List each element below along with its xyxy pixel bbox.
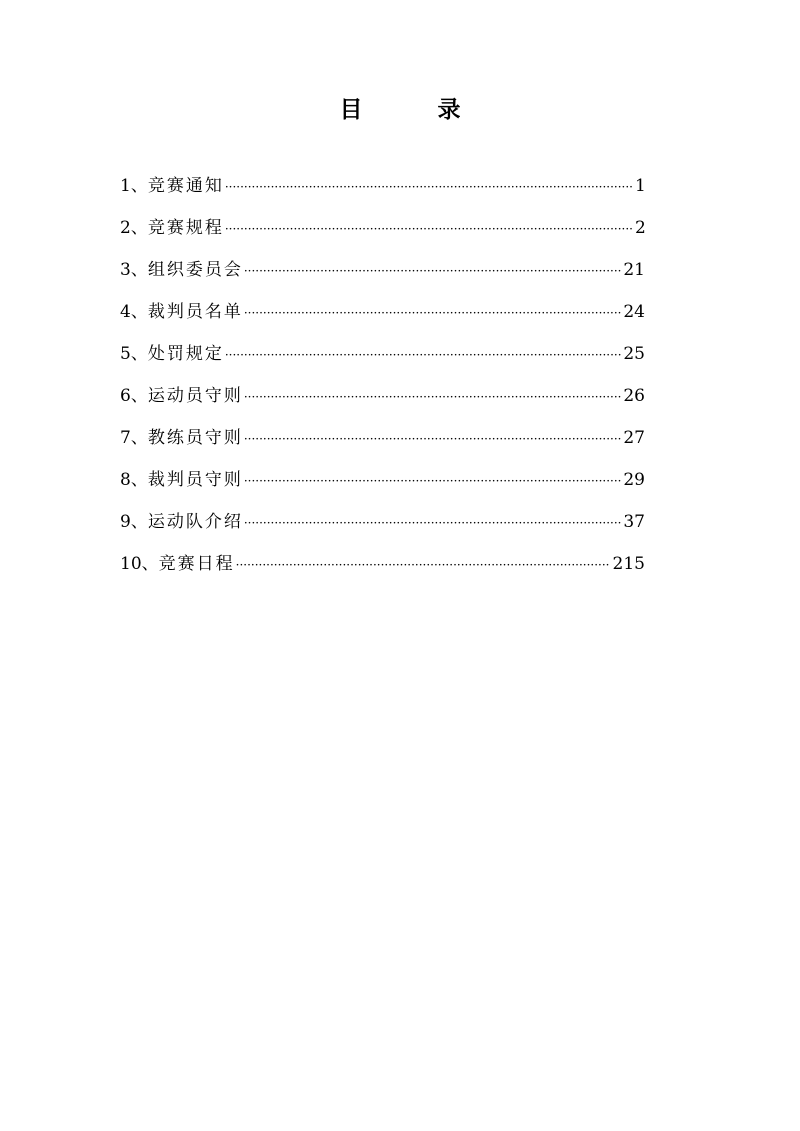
toc-entry-page: 29 [623,470,645,490]
toc-entry[interactable] [120,382,645,424]
toc-entry-number: 7、 [120,428,148,448]
toc-entry[interactable] [120,256,645,298]
toc-entry-number: 1、 [120,176,148,196]
toc-entry-label: 竞赛日程 [158,554,235,574]
toc-entry-label: 竞赛通知 [147,176,224,196]
toc-entry-number: 5、 [120,344,148,364]
toc-entry-number: 3、 [120,260,148,280]
toc-entry-label: 组织委员会 [147,260,243,280]
toc-entry[interactable] [120,424,645,466]
toc-entry-number: 6、 [120,386,148,406]
toc-entry-page: 1 [635,176,646,196]
toc-dot-leader [244,256,622,285]
toc-entry-number: 4、 [120,302,148,322]
toc-dot-leader [244,298,622,327]
toc-entry-label: 运动队介绍 [147,512,243,532]
toc-entry-label: 竞赛规程 [147,218,224,238]
toc-entry-number: 9、 [120,512,148,532]
toc-entry[interactable] [120,508,645,550]
toc-entry-page: 215 [612,554,645,574]
toc-entry[interactable] [120,298,645,340]
toc-entry-label: 处罚规定 [147,344,224,364]
toc-entry[interactable] [120,340,645,382]
toc-entry-page: 37 [623,512,645,532]
toc-dot-leader [244,466,622,495]
toc-entry-page: 25 [623,344,645,364]
toc-dot-leader [225,214,634,243]
toc-dot-leader [244,424,622,453]
toc-entry[interactable] [120,466,645,508]
toc-entry[interactable] [120,550,645,592]
table-of-contents [120,172,645,592]
toc-entry-number: 8、 [120,470,148,490]
toc-entry-number: 10、 [120,554,159,574]
toc-entry-label: 裁判员守则 [147,470,243,490]
toc-dot-leader [236,550,610,579]
toc-entry-page: 21 [623,260,645,280]
toc-entry-page: 26 [623,386,645,406]
toc-entry[interactable] [120,172,645,214]
toc-entry-label: 教练员守则 [147,428,243,448]
toc-dot-leader [225,172,634,201]
toc-dot-leader [244,508,622,537]
toc-dot-leader [225,340,622,369]
toc-entry-label: 裁判员名单 [147,302,243,322]
toc-dot-leader [244,382,622,411]
toc-entry-page: 27 [623,428,645,448]
toc-entry-number: 2、 [120,218,148,238]
toc-entry[interactable] [120,214,645,256]
toc-entry-label: 运动员守则 [147,386,243,406]
toc-entry-page: 2 [635,218,646,238]
toc-entry-page: 24 [623,302,645,322]
page-title: 目 录 [339,96,487,123]
